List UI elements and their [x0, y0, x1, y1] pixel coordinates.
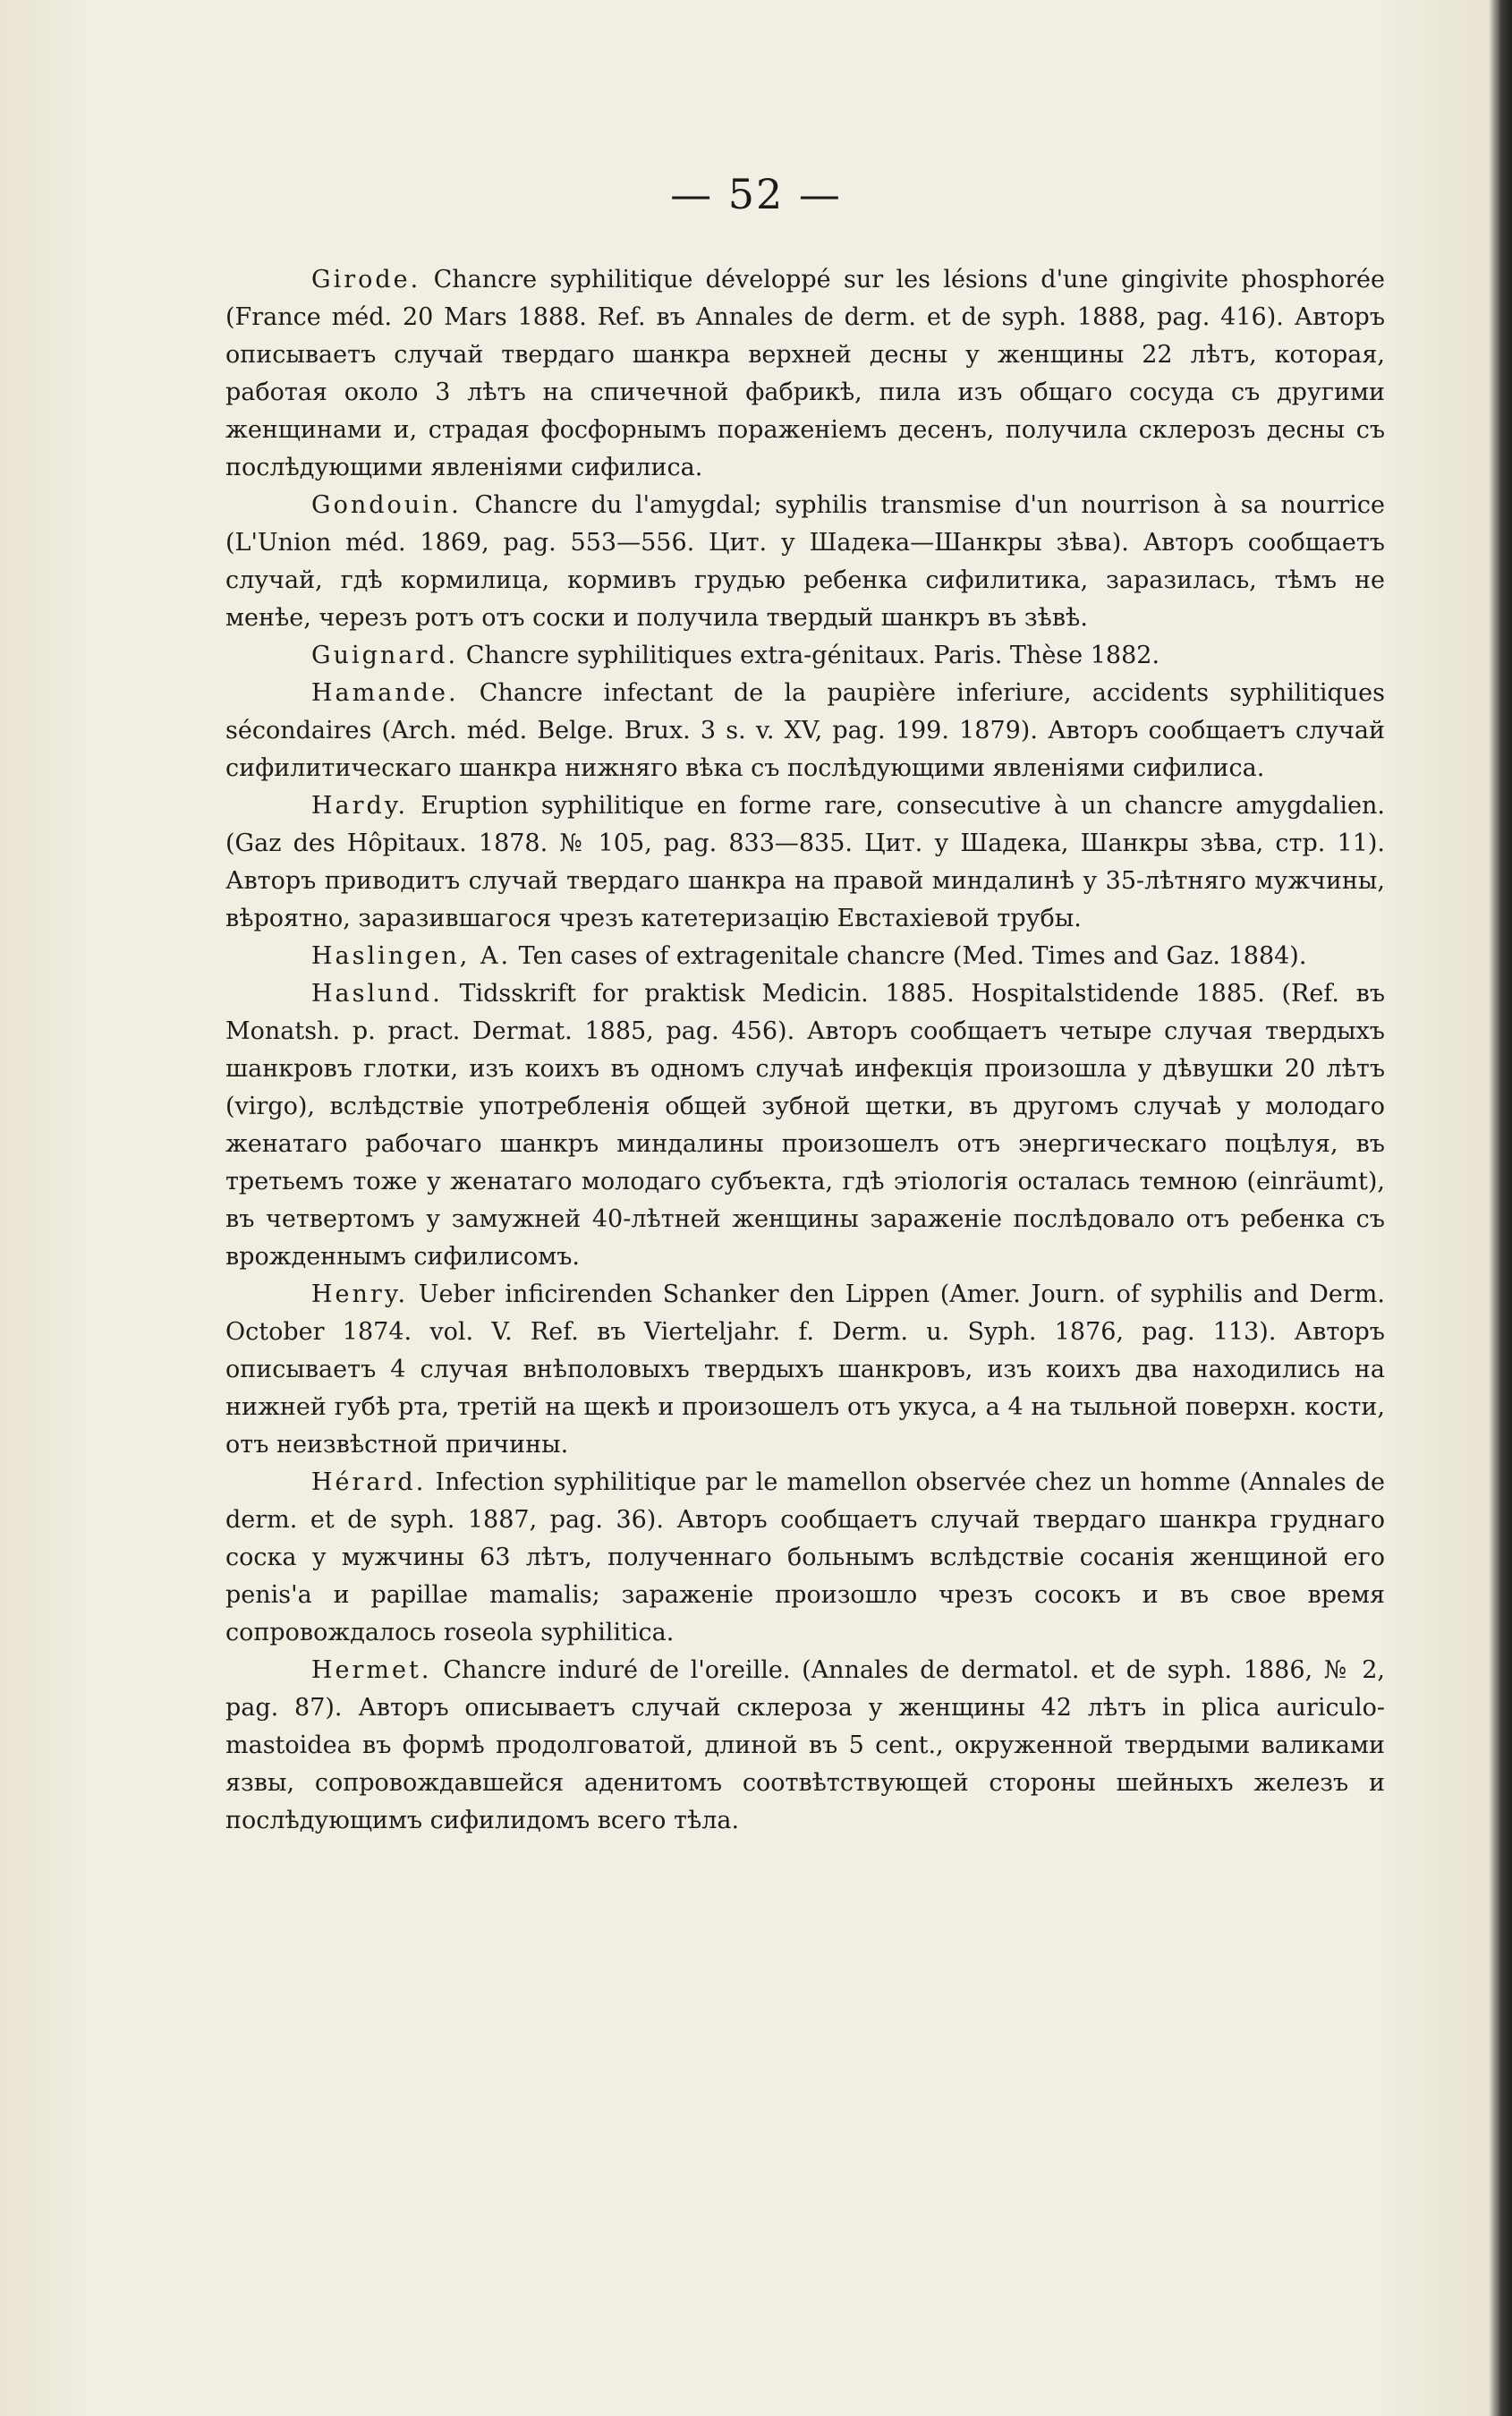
- entry-author: Henry.: [311, 1280, 409, 1308]
- entry-text: Ueber inficirenden Schanker den Lippen (Amer. Journ. of syphilis and Derm. October 1874. vol. V. Ref. въ Vierteljahr. f. Derm. u. Syph. 1876, pag. 113). Авторъ описываетъ 4 случая внѣполовыхъ твердыхъ шанкровъ, изъ коихъ два находились на нижней губѣ рта, третій на щекѣ и произошелъ отъ укуса, а 4 на тыльной поверхн. кости, отъ неизвѣстной причины.: [225, 1280, 1385, 1459]
- bibliography-entry: [225, 938, 1385, 975]
- entry-author: Haslund.: [311, 980, 443, 1008]
- bibliography-entry: [225, 487, 1385, 637]
- entry-author: Guignard.: [311, 642, 459, 669]
- bibliography-text: [225, 261, 1385, 1840]
- entry-author: Gondouin.: [311, 491, 462, 519]
- bibliography-entry: [225, 787, 1385, 938]
- entry-author: Hardy.: [311, 792, 409, 820]
- entry-author: Hamande.: [311, 679, 459, 707]
- entry-author: Hermet.: [311, 1656, 432, 1684]
- book-spine-shadow: [1489, 0, 1512, 2416]
- entry-author: Girode.: [311, 266, 421, 293]
- entry-author: Hérard.: [311, 1468, 427, 1496]
- entry-text: Ten cases of extragenitale chancre (Med. Times and Gaz. 1884).: [518, 942, 1307, 970]
- entry-text: Infection syphilitique par le mamellon observée chez un homme (Annales de derm. et de syph. 1887, pag. 36). Авторъ сообщаетъ случай твердаго шанкра груднаго соска у мужчины 63 лѣтъ, полученнаго больнымъ вслѣдствіе сосанія женщиной его penis'a и papillae mamalis; зараженіе произошло чрезъ сосокъ и въ свое время сопровождалось roseola syphilitica.: [225, 1468, 1385, 1646]
- bibliography-entry: [225, 975, 1385, 1276]
- bibliography-entry: [225, 637, 1385, 675]
- entry-text: Chancre infectant de la paupière inferiure, accidents syphilitiques sécondaires (Arch. méd. Belge. Brux. 3 s. v. XV, pag. 199. 1879). Авторъ сообщаетъ случай сифилитическаго шанкра нижняго вѣка съ послѣдующими явленіями сифилиса.: [225, 679, 1385, 782]
- bibliography-entry: [225, 261, 1385, 487]
- entry-text: Chancre syphilitique dévеloppé sur les lésions d'une gingivite phosphorée (France méd. 20 Mars 1888. Ref. въ Annales de derm. et de syph. 1888, pag. 416). Авторъ описываетъ случай твердаго шанкра верхней десны у женщины 22 лѣтъ, которая, работая около 3 лѣтъ на спичечной фабрикѣ, пила изъ общаго сосуда съ другими женщинами и, страдая фосфорнымъ пораженіемъ десенъ, получила склерозъ десны съ послѣдующими явленіями сифилиса.: [225, 266, 1385, 481]
- entry-author: Haslingen, A.: [311, 942, 512, 970]
- bibliography-entry: [225, 1276, 1385, 1464]
- entry-text: Chancre du l'amygdal; syphilis transmise d'un nourrison à sa nourrice (L'Union méd. 1869, pag. 553—556. Цит. у Шадека—Шанкры зѣва). Авторъ сообщаетъ случай, гдѣ кормилица, кормивъ грудью ребенка сифилитика, заразилась, тѣмъ не менѣе, черезъ ротъ отъ соски и получила твердый шанкръ въ зѣвѣ.: [225, 491, 1385, 632]
- entry-text: Chancre syphilitiques extra-génitaux. Paris. Thèse 1882.: [465, 642, 1160, 669]
- entry-text: Tidsskrift for praktisk Medicin. 1885. Hospitalstidende 1885. (Ref. въ Monatsh. p. pract. Dermat. 1885, pag. 456). Авторъ сообщаетъ четыре случая твердыхъ шанкровъ глотки, изъ коихъ въ одномъ случаѣ инфекція произошла у дѣвушки 20 лѣтъ (virgo), вслѣдствіе употребленія общей зубной щетки, въ другомъ случаѣ у молодаго женатаго рабочаго шанкръ миндалины произошелъ отъ энергическаго поцѣлуя, въ третьемъ тоже у женатаго молодаго субъекта, гдѣ этіологія осталась темною (einräumt), въ четвертомъ у замужней 40-лѣтней женщины зараженіе послѣдовало отъ ребенка съ врожденнымъ сифилисомъ.: [225, 980, 1385, 1271]
- page-number: — 52 —: [670, 170, 842, 218]
- entry-text: Chancre induré de l'oreille. (Annales de dermatol. et de syph. 1886, № 2, pag. 87). Авторъ описываетъ случай склероза у женщины 42 лѣтъ in plica auriculo-mastoidea въ формѣ продолговатой, длиной въ 5 cent., окруженной твердыми валиками язвы, сопровождавшейся аденитомъ соотвѣтствующей стороны шейныхъ железъ и послѣдующимъ сифилидомъ всего тѣла.: [225, 1656, 1385, 1834]
- entry-text: Eruption syphilitique en forme rare, consecutive à un chancre amygdalien. (Gaz des Hôpitaux. 1878. № 105, pag. 833—835. Цит. у Шадека, Шанкры зѣва, стр. 11). Авторъ приводитъ случай твердаго шанкра на правой миндалинѣ у 35-лѣтняго мужчины, вѣроятно, заразившагося чрезъ катетеризацію Евстахіевой трубы.: [225, 792, 1385, 932]
- bibliography-entry: [225, 675, 1385, 787]
- bibliography-entry: [225, 1652, 1385, 1840]
- bibliography-entry: [225, 1464, 1385, 1652]
